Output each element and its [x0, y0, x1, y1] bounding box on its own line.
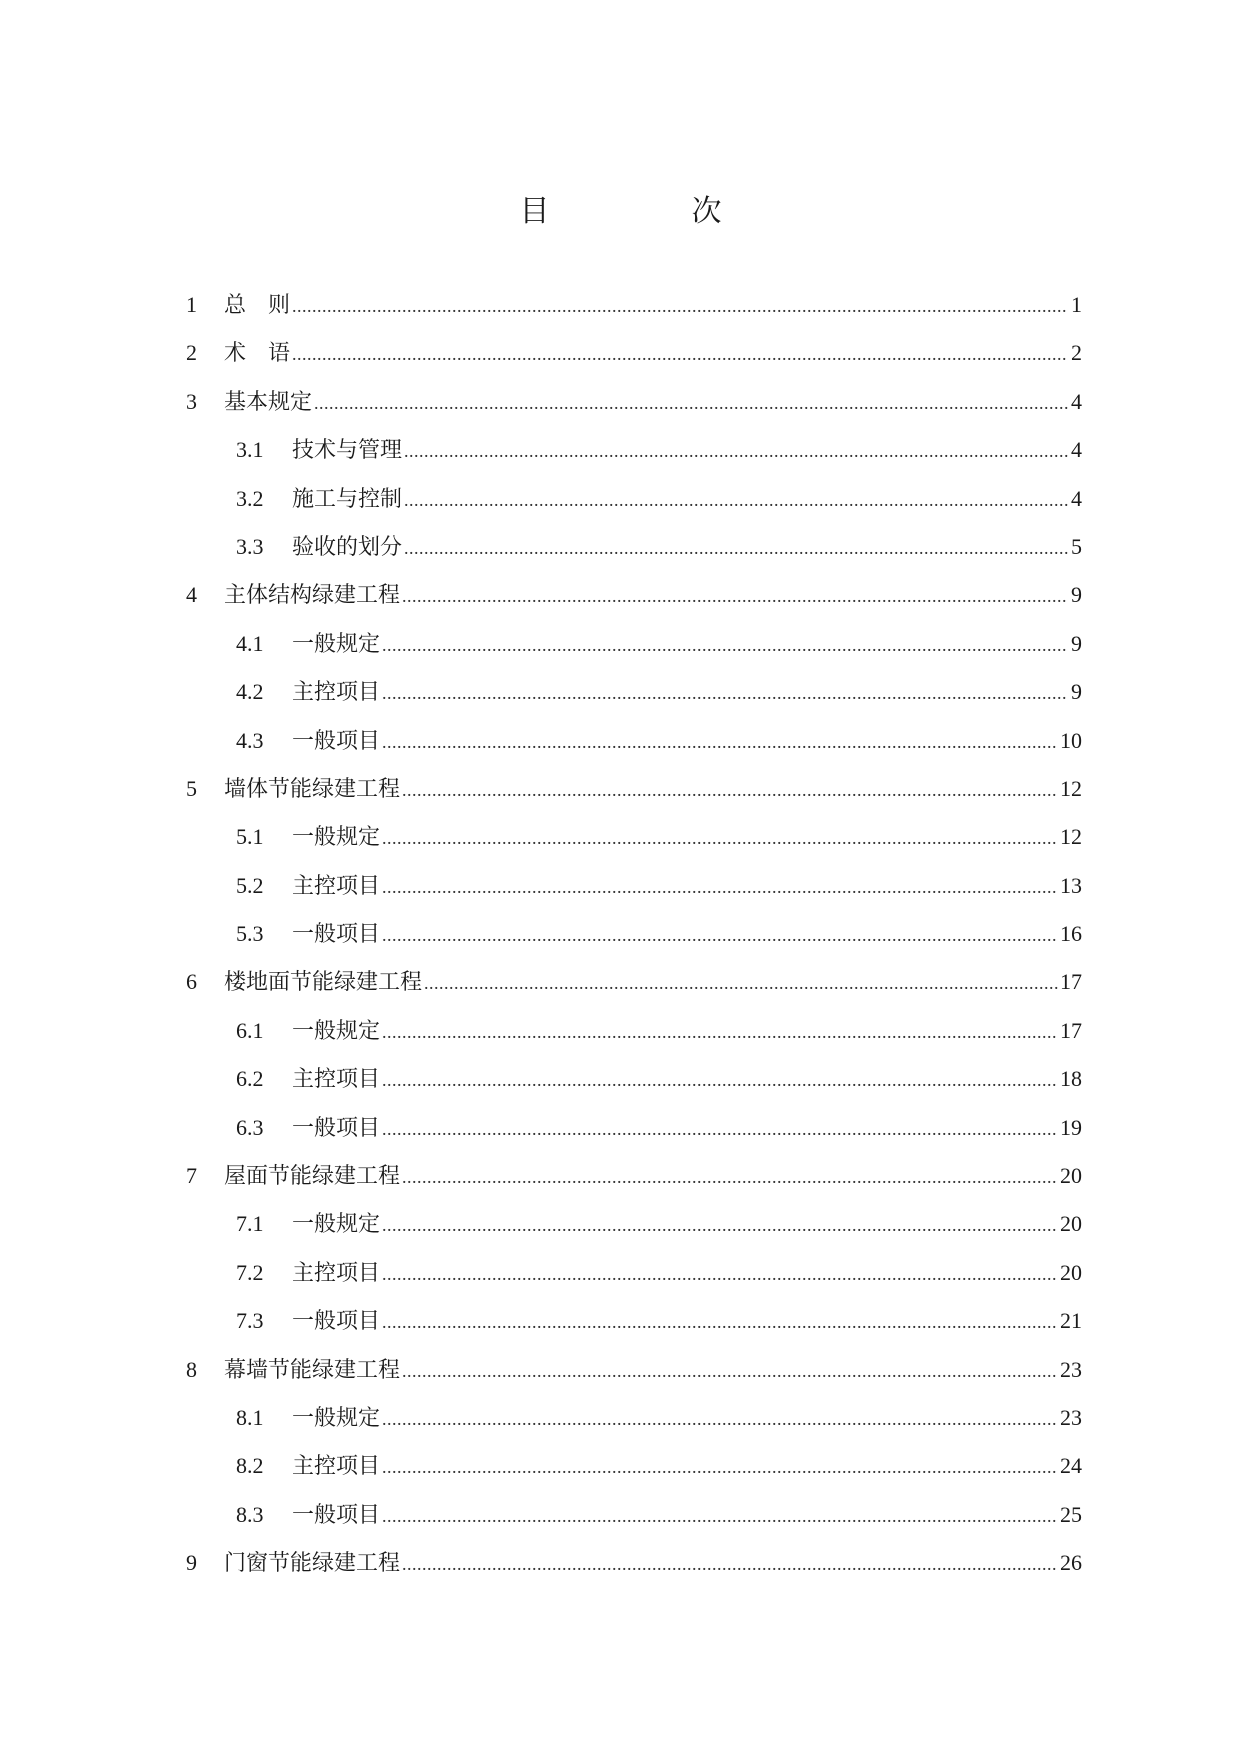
toc-chapter-entry[interactable]: [186, 378, 1082, 426]
dot-leader: [382, 669, 1068, 717]
toc-entry-label: 幕墙节能绿建工程: [224, 1357, 401, 1383]
toc-entry-label: 一般项目: [292, 728, 381, 754]
dot-leader: [402, 1347, 1058, 1395]
toc-entry-page-number: 23: [1060, 1356, 1082, 1382]
page-title: 目 次: [519, 194, 778, 229]
toc-entry-number: 5.2: [236, 872, 264, 898]
toc-entry-number: 6.3: [236, 1114, 264, 1140]
toc-entry-number: 5.1: [236, 824, 264, 850]
dot-leader: [382, 621, 1068, 669]
toc-entry-page-number: 18: [1060, 1066, 1082, 1092]
toc-entry-number: 3: [186, 388, 197, 414]
toc-entry-label: 一般规定: [292, 1212, 381, 1238]
toc-entry-label: 基本规定: [224, 389, 313, 415]
toc-entry-page-number: 5: [1071, 533, 1082, 559]
toc-entry-page-number: 20: [1060, 1211, 1082, 1237]
toc-entry-number: 6.1: [236, 1017, 264, 1043]
toc-entry-page-number: 19: [1060, 1114, 1082, 1140]
toc-entry-label: 主控项目: [292, 1454, 381, 1480]
dot-leader: [424, 959, 1058, 1007]
dot-leader: [402, 572, 1068, 620]
toc-entry-number: 9: [186, 1550, 197, 1576]
dot-leader: [382, 1250, 1058, 1298]
toc-entry-page-number: 17: [1060, 969, 1082, 995]
dot-leader: [382, 911, 1058, 959]
toc-entry-number: 5: [186, 775, 197, 801]
toc-entry-number: 3.3: [236, 533, 264, 559]
toc-entry-number: 4.2: [236, 679, 264, 705]
toc-entry-page-number: 2: [1071, 340, 1082, 366]
toc-entry-label: 一般规定: [292, 631, 381, 657]
toc-entry-label: 主控项目: [292, 680, 381, 706]
toc-chapter-entry[interactable]: [186, 281, 1082, 329]
dot-leader: [402, 766, 1058, 814]
toc-entry-number: 4.1: [236, 630, 264, 656]
toc-entry-label: 一般项目: [292, 1502, 381, 1528]
toc-entry-page-number: 20: [1060, 1163, 1082, 1189]
toc-section-entry[interactable]: [186, 523, 1082, 571]
toc-section-entry[interactable]: [186, 1491, 1082, 1539]
toc-entry-page-number: 12: [1060, 824, 1082, 850]
toc-entry-number: 1: [186, 292, 197, 317]
toc-entry-number: 6: [186, 969, 197, 995]
toc-entry-number: 4.3: [236, 727, 264, 753]
toc-section-entry[interactable]: [186, 620, 1082, 668]
dot-leader: [292, 330, 1068, 378]
toc-section-entry[interactable]: [186, 1297, 1082, 1345]
toc-entry-number: 2: [186, 340, 197, 366]
toc-entry-page-number: 17: [1060, 1017, 1082, 1043]
toc-entry-label: 一般规定: [292, 1018, 381, 1044]
toc-entry-label: 一般项目: [292, 1115, 381, 1141]
dot-leader: [382, 1492, 1058, 1540]
dot-leader: [382, 1201, 1058, 1249]
dot-leader: [404, 524, 1068, 572]
toc-section-entry[interactable]: [186, 910, 1082, 958]
dot-leader: [382, 863, 1058, 911]
toc-entry-label: 术 语: [224, 341, 291, 367]
toc-section-entry[interactable]: [186, 1200, 1082, 1248]
toc-entry-page-number: 23: [1060, 1404, 1082, 1430]
toc-entry-label: 主控项目: [292, 1260, 381, 1286]
toc-entry-page-number: 1: [1071, 292, 1082, 317]
dot-leader: [314, 379, 1068, 427]
toc-chapter-entry[interactable]: [186, 765, 1082, 813]
toc-section-entry[interactable]: [186, 475, 1082, 523]
toc-entry-page-number: 16: [1060, 921, 1082, 947]
dot-leader: [382, 1443, 1058, 1491]
dot-leader: [382, 1105, 1058, 1153]
toc-chapter-entry[interactable]: [186, 329, 1082, 377]
dot-leader: [382, 1056, 1058, 1104]
toc-section-entry[interactable]: [186, 1249, 1082, 1297]
toc-entry-page-number: 13: [1060, 872, 1082, 898]
dot-leader: [382, 718, 1058, 766]
dot-leader: [382, 1008, 1058, 1056]
toc-chapter-entry[interactable]: [186, 1346, 1082, 1394]
toc-entry-page-number: 21: [1060, 1308, 1082, 1334]
toc-entry-label: 验收的划分: [292, 534, 403, 560]
toc-entry-label: 门窗节能绿建工程: [224, 1551, 401, 1577]
toc-entry-page-number: 24: [1060, 1453, 1082, 1479]
toc-entry-number: 8.2: [236, 1453, 264, 1479]
toc-entry-number: 8.3: [236, 1501, 264, 1527]
toc-entry-number: 6.2: [236, 1066, 264, 1092]
toc-section-entry[interactable]: [186, 1442, 1082, 1490]
toc-section-entry[interactable]: [186, 813, 1082, 861]
toc-entry-page-number: 4: [1071, 485, 1082, 511]
toc-entry-label: 屋面节能绿建工程: [224, 1164, 401, 1190]
toc-entry-label: 主体结构绿建工程: [224, 583, 401, 609]
toc-chapter-entry[interactable]: [186, 958, 1082, 1006]
toc-entry-label: 主控项目: [292, 1067, 381, 1093]
toc-entry-page-number: 20: [1060, 1259, 1082, 1285]
toc-entry-number: 7.2: [236, 1259, 264, 1285]
dot-leader: [402, 1153, 1058, 1201]
table-of-contents: [186, 281, 1082, 1588]
dot-leader: [382, 814, 1058, 862]
toc-entry-page-number: 9: [1071, 679, 1082, 705]
toc-entry-number: 7.1: [236, 1211, 264, 1237]
toc-entry-label: 一般项目: [292, 922, 381, 948]
toc-entry-label: 一般项目: [292, 1309, 381, 1335]
toc-entry-label: 一般规定: [292, 1405, 381, 1431]
toc-section-entry[interactable]: [186, 1007, 1082, 1055]
toc-entry-number: 4: [186, 582, 197, 608]
toc-entry-number: 5.3: [236, 921, 264, 947]
toc-section-entry[interactable]: [186, 1055, 1082, 1103]
toc-entry-page-number: 4: [1071, 388, 1082, 414]
toc-entry-page-number: 9: [1071, 582, 1082, 608]
toc-entry-page-number: 9: [1071, 630, 1082, 656]
toc-chapter-entry[interactable]: [186, 1539, 1082, 1587]
toc-chapter-entry[interactable]: [186, 1152, 1082, 1200]
toc-entry-number: 3.2: [236, 485, 264, 511]
toc-section-entry[interactable]: [186, 1394, 1082, 1442]
dot-leader: [404, 476, 1068, 524]
toc-entry-page-number: 4: [1071, 437, 1082, 463]
toc-section-entry[interactable]: [186, 862, 1082, 910]
dot-leader: [382, 1395, 1058, 1443]
dot-leader: [292, 282, 1068, 330]
toc-entry-label: 总 则: [224, 293, 291, 318]
toc-entry-page-number: 25: [1060, 1501, 1082, 1527]
toc-entry-number: 7.3: [236, 1308, 264, 1334]
toc-entry-number: 8.1: [236, 1404, 264, 1430]
toc-entry-label: 楼地面节能绿建工程: [224, 970, 423, 996]
dot-leader: [404, 427, 1068, 475]
dot-leader: [382, 1298, 1058, 1346]
toc-section-entry[interactable]: [186, 717, 1082, 765]
toc-entry-page-number: 12: [1060, 775, 1082, 801]
toc-entry-label: 墙体节能绿建工程: [224, 776, 401, 802]
toc-entry-number: 7: [186, 1163, 197, 1189]
toc-entry-label: 主控项目: [292, 873, 381, 899]
toc-entry-number: 8: [186, 1356, 197, 1382]
toc-section-entry[interactable]: [186, 426, 1082, 474]
toc-chapter-entry[interactable]: [186, 571, 1082, 619]
toc-entry-page-number: 26: [1060, 1550, 1082, 1576]
toc-entry-label: 技术与管理: [292, 438, 403, 464]
toc-section-entry[interactable]: [186, 668, 1082, 716]
toc-entry-page-number: 10: [1060, 727, 1082, 753]
dot-leader: [402, 1540, 1058, 1588]
toc-entry-label: 一般规定: [292, 825, 381, 851]
toc-section-entry[interactable]: [186, 1104, 1082, 1152]
toc-entry-number: 3.1: [236, 437, 264, 463]
toc-entry-label: 施工与控制: [292, 486, 403, 512]
